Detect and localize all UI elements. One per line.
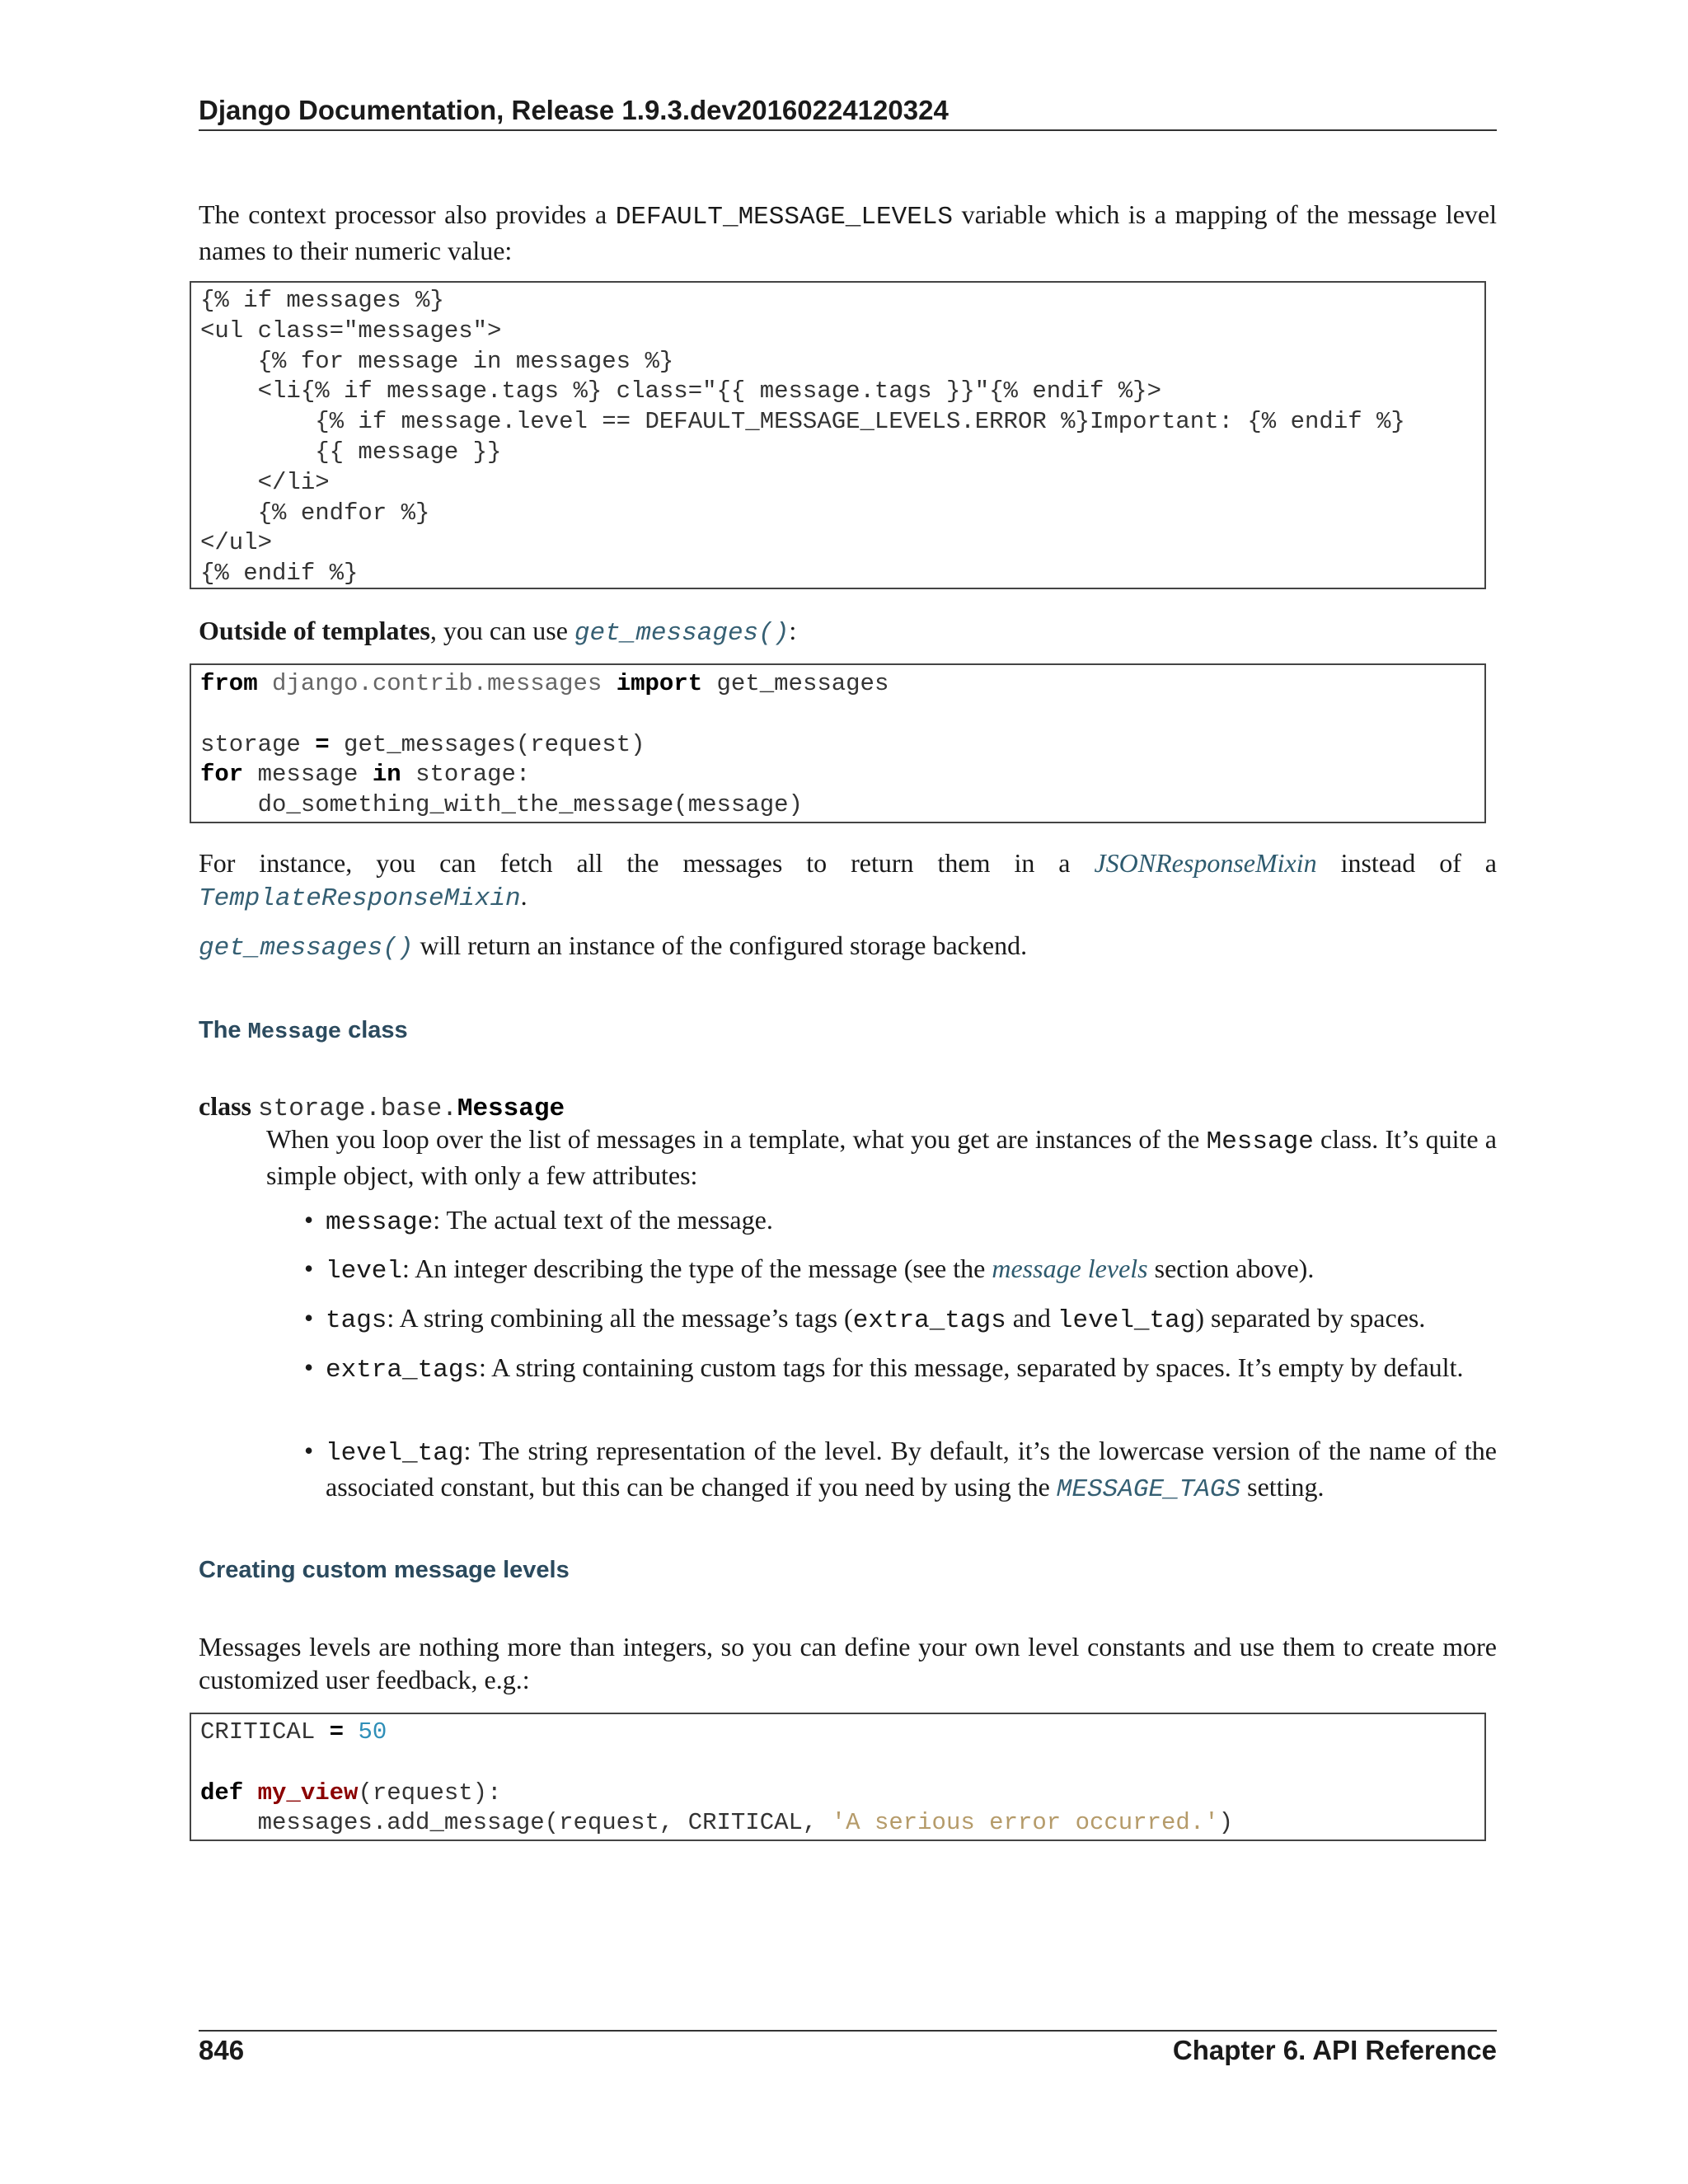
code-keyword: for [200, 761, 244, 789]
bullet-icon: • [304, 1205, 314, 1235]
code-text: message [257, 761, 359, 789]
code-keyword: from [200, 670, 258, 697]
attr-name: extra_tags [326, 1356, 480, 1385]
template-code-block[interactable] [190, 281, 1486, 589]
instance-text: For instance, you can fetch all the messages to return them in a [199, 848, 1095, 878]
code-keyword: import [616, 670, 703, 697]
outside-templates-bold: Outside of templates [199, 616, 430, 645]
list-item [304, 1301, 1497, 1338]
python-code-block[interactable] [190, 663, 1486, 823]
json-response-mixin-link[interactable]: JSONResponseMixin [1094, 848, 1317, 878]
class-keyword: class [199, 1091, 251, 1121]
outside-end: : [789, 616, 797, 645]
custom-levels-heading: Creating custom message levels [199, 1557, 570, 1583]
intro-text: The context processor also provides a [199, 199, 616, 229]
instance-paragraph [199, 846, 1497, 916]
code-text: (request): [358, 1779, 502, 1807]
code-line: {% for message in messages %} [200, 347, 674, 375]
custom-levels-paragraph: Messages levels are nothing more than integers, so you can define your own level constants and use them to create more customized user feedback, e.g.: [199, 1632, 1497, 1694]
code-line: {% endfor %} [200, 499, 430, 527]
attr-name: level [326, 1257, 403, 1286]
desc-text: When you loop over the list of messages in a template, what you get are instances of the [266, 1124, 1207, 1154]
code-text: storage [200, 730, 301, 758]
attr-text: : The string representation of the level. By default, it’s the lowercase version of the name of the associated constant, but this can be changed if you need by using the [326, 1436, 1497, 1502]
desc-text: class. It’s quite a simple object, with only a few attributes: [266, 1124, 1498, 1190]
list-item [304, 1203, 1497, 1240]
code-line: <ul class="messages"> [200, 316, 502, 344]
get-messages-link-2[interactable]: get_messages() [199, 934, 414, 963]
attr-code: level_tag [1057, 1306, 1196, 1335]
attr-name: message [326, 1208, 434, 1237]
class-signature [199, 1090, 565, 1126]
instance-text: . [520, 881, 528, 911]
class-prefix: storage.base. [258, 1094, 457, 1123]
code-number: 50 [358, 1718, 387, 1746]
code-text: messages.add_message(request, CRITICAL, [200, 1809, 832, 1837]
code-text: storage: [415, 761, 531, 789]
attr-text: ) separated by spaces. [1195, 1303, 1426, 1333]
document-page [199, 0, 1497, 2184]
message-class-heading [199, 1015, 408, 1047]
get-messages-link[interactable]: get_messages() [574, 619, 790, 648]
custom-levels-code-block[interactable] [190, 1713, 1486, 1841]
running-header: Django Documentation, Release 1.9.3.dev20160224120324 [199, 95, 949, 125]
attr-text: section above). [1147, 1254, 1315, 1283]
bullet-icon: • [304, 1352, 314, 1382]
code-line: {% if messages %} [200, 287, 444, 314]
attr-text: setting. [1240, 1472, 1325, 1502]
bullet-icon: • [304, 1436, 314, 1465]
code-line: <li{% if message.tags %} class="{{ message.tags }}"{% endif %}> [200, 377, 1161, 405]
header-rule [199, 129, 1497, 131]
message-code: Message [1206, 1127, 1314, 1156]
heading-code: Message [247, 1020, 342, 1045]
code-text: get_messages(request) [344, 730, 645, 758]
code-keyword: in [372, 761, 401, 789]
code-string: 'A serious error occurred.' [831, 1809, 1219, 1837]
chapter-title: Chapter 6. API Reference [1172, 2035, 1497, 2065]
code-text: CRITICAL [200, 1718, 330, 1746]
heading-text: The [199, 1017, 248, 1043]
code-text: ) [1218, 1809, 1234, 1837]
heading-text: class [341, 1017, 408, 1043]
code-keyword: def [200, 1779, 244, 1807]
outside-templates-paragraph [199, 614, 1497, 650]
class-description [266, 1122, 1497, 1192]
footer-rule [199, 2030, 1497, 2032]
code-line: </ul> [200, 529, 273, 557]
default-message-levels-code: DEFAULT_MESSAGE_LEVELS [615, 203, 954, 232]
message-levels-link[interactable]: message levels [992, 1254, 1148, 1283]
code-line: </li> [200, 468, 330, 496]
attr-text: : The actual text of the message. [433, 1205, 773, 1235]
attr-text: : A string containing custom tags for this message, separated by spaces. It’s empty by default. [479, 1352, 1464, 1382]
code-function-name: my_view [257, 1779, 359, 1807]
attr-text: : An integer describing the type of the message (see the [402, 1254, 992, 1283]
page-number: 846 [199, 2035, 245, 2065]
code-text: do_something_with_the_message(message) [200, 791, 803, 819]
attr-code: extra_tags [852, 1306, 1006, 1335]
list-item [304, 1351, 1497, 1387]
bullet-icon: • [304, 1303, 314, 1333]
code-operator: = [329, 1718, 345, 1746]
bullet-icon: • [304, 1254, 314, 1283]
intro-paragraph [199, 198, 1497, 267]
intro-text-end: variable which is a mapping of the message level names to their numeric value: [199, 199, 1498, 265]
note-text: will return an instance of the configured storage backend. [413, 930, 1028, 960]
attr-name: level_tag [326, 1439, 464, 1468]
code-line: {{ message }} [200, 438, 502, 466]
attr-name: tags [326, 1306, 387, 1335]
list-item [304, 1434, 1497, 1507]
outside-text: , you can use [429, 616, 574, 645]
attr-text: and [1006, 1303, 1057, 1333]
instance-text: instead of a [1316, 848, 1498, 878]
code-line: {% if message.level == DEFAULT_MESSAGE_LEVELS.ERROR %}Important: {% endif %} [200, 408, 1405, 436]
code-operator: = [315, 730, 330, 758]
attr-text: : A string combining all the message’s tags ( [387, 1303, 853, 1333]
message-tags-link[interactable]: MESSAGE_TAGS [1056, 1475, 1241, 1504]
get-messages-note [199, 929, 1497, 965]
class-name: Message [457, 1094, 565, 1123]
code-line: {% endif %} [200, 560, 359, 588]
template-response-mixin-link[interactable]: TemplateResponseMixin [199, 884, 521, 913]
code-text: get_messages [716, 670, 889, 697]
list-item [304, 1252, 1497, 1288]
code-module: django.contrib.messages [272, 670, 603, 697]
